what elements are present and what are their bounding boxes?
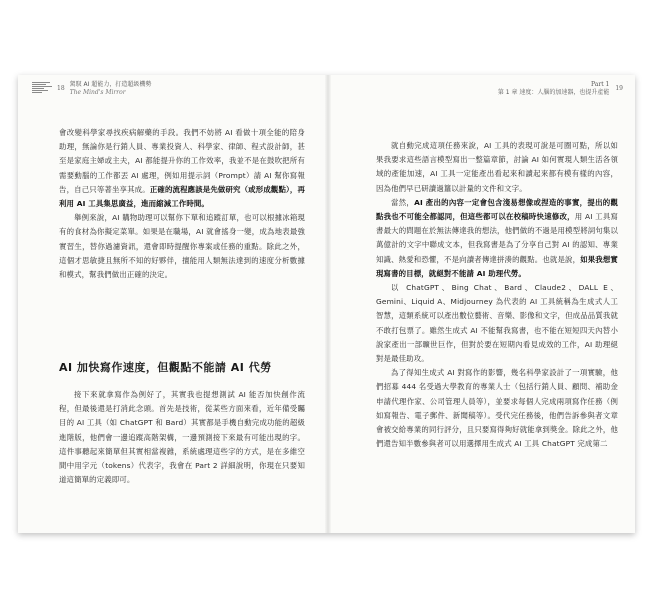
left-paragraph-2: 舉例來說，AI 購物助理可以幫你下單和追蹤訂單，也可以根據冰箱現有的食材為你擬定菜單。如果是在職場，AI 就會搖身一變，成為地表最強實習生，替你過濾資訊，還會即時提醒你專案或任務的重點。除此之外，這個才思敏捷且無所不知的好夥伴，擅能用人類無法達到的速度分析數據和模式，幫我們做出正確的決定。 <box>59 213 305 280</box>
right-paragraph-4: 為了得知生成式 AI 對寫作的影響，幾名科學家設計了一項實驗，他們招募 444 名受過大學教育的專業人士（包括行銷人員、顧問、補助金申請代理作家、公司管理人員等），並要求每個人完成兩項寫作任務（例如寫報告、電子郵件、新聞稿等）。受代完任務後，他們告訴參與者文章會被交給專業的同行評分，且只要寫得夠好就能拿到獎金。除此之外，他們還告知半數參與者可以用選擇用生成式 AI 工具 ChatGPT 完成第二 <box>376 368 618 449</box>
left-body-text-bottom <box>59 388 305 487</box>
right-paragraph-2: 當然，AI 產出的內容一定會包含淺易想像或捏造的事實，提出的觀點我也不可能全都認同，但這些都可以在校稿時快速修改，用 AI 工具寫書最大的問題在於無法傳達我的想法，他們做的不過是用模型將詞句集以萬億計的文字中聯成文本，但我寫書是為了分享自己對 AI 的認知、專業知識、熱愛和恐懼，不是向讀者傳達拼湊的觀點。也就是說，如果我想實現寫書的目標，就絕對不能請 AI 助理代勞。 <box>376 197 619 278</box>
header-decoration-icon <box>32 82 52 93</box>
right-page <box>328 75 635 533</box>
right-bold-statement-1: AI 產出的內容一定會包含淺易想像或捏造的事實，提出的觀點我也不可能全都認同，但這些都可以在校稿時快速修改， <box>376 197 618 222</box>
left-header-title: 駕馭 AI 超能力，打造超級機勢 <box>69 81 152 88</box>
section-heading: AI 加快寫作速度，但觀點不能請 AI 代勞 <box>59 361 272 374</box>
left-header-subtitle: The Mind's Mirror <box>69 89 126 96</box>
right-paragraph-1: 就自動完成這項任務來說，AI 工具的表現可說是可圈可點，所以如果我要求這些語言模型寫出一整篇章節，討論 AI 如何實現人類生活各領域的產能加速，AI 工具一定能產出看起來和讀起來都有模有樣的內容，因為他們早已研讀過籮以計量的文件和文字。 <box>376 141 618 193</box>
left-paragraph-1: 會改變科學家尋找疾病解藥的手段。我們不妨將 AI 看做十項全能的陪身助理，無論你是行銷人員、專業投資人、科學家、律師、程式設計師，甚至是家庭主婦或主夫，AI 都能提升你的工作效率，我並不是在鼓吹把所有需要動腦的工作都丟 AI 處理，例如用提示詞（Prompt）請 AI 幫你寫報告，自己只等著坐享其成。正確的流程應該是先做研究（或形成觀點），再利用 AI 工具集思廣益，進而縮減工作時間。 <box>59 128 305 209</box>
right-bold-statement-2: 如果我想實現寫書的目標，就絕對不能請 AI 助理代勞。 <box>376 254 618 278</box>
right-body-text <box>376 139 618 451</box>
right-page-number: 19 <box>615 85 623 92</box>
left-running-header <box>32 81 151 97</box>
left-bold-statement: 正確的流程應該是先做研究（或形成觀點），再利用 AI 工具集思廣益，進而縮減工作時間。 <box>59 184 305 209</box>
part-label: Part 1 <box>591 81 610 88</box>
left-body-text-top <box>59 126 305 282</box>
left-page <box>18 75 326 533</box>
book-spread <box>18 75 635 533</box>
chapter-title: 第 1 章 速度：人腦的加速器，也提升產能 <box>497 89 610 96</box>
left-page-number: 18 <box>57 85 65 92</box>
right-paragraph-3: 以 ChatGPT、Bing Chat、Bard、Claude2、DALL E、Gemini、Liquid A、Midjourney 為代表的 AI 工具統稱為生成式人工智慧，這類系統可以產出數位藝術、音樂、影像和文字，但成品品質我就不敢打包票了。雖然生成式 AI 不能幫我寫書，也不能在短短四天內替小說家產出一部曠世巨作，但對於要在短期內看見成效的工作，AI 助理絕對是最佳助攻。 <box>376 283 618 364</box>
left-paragraph-3: 接下來就拿寫作為例好了，其實我也提想測試 AI 能否加快創作流程，但最後還是打消此念頭。首先是技術，從某些方面來看，近年備受矚目的 AI 工具（如 ChatGPT 和 Bard）其實都是手機自動完成功能的超級進階版，他們會一邊追蹤高階架構，一邊預測接下來最有可能出現的字。這件事聽起來簡單但其實相當複雜，系統處理這些字的方式，是在多維空間中用字元（tokens）代表字，我會在 Part 2 詳細說明，你現在只要知道這簡單的定義即可。 <box>59 390 305 485</box>
right-running-header <box>498 81 623 97</box>
